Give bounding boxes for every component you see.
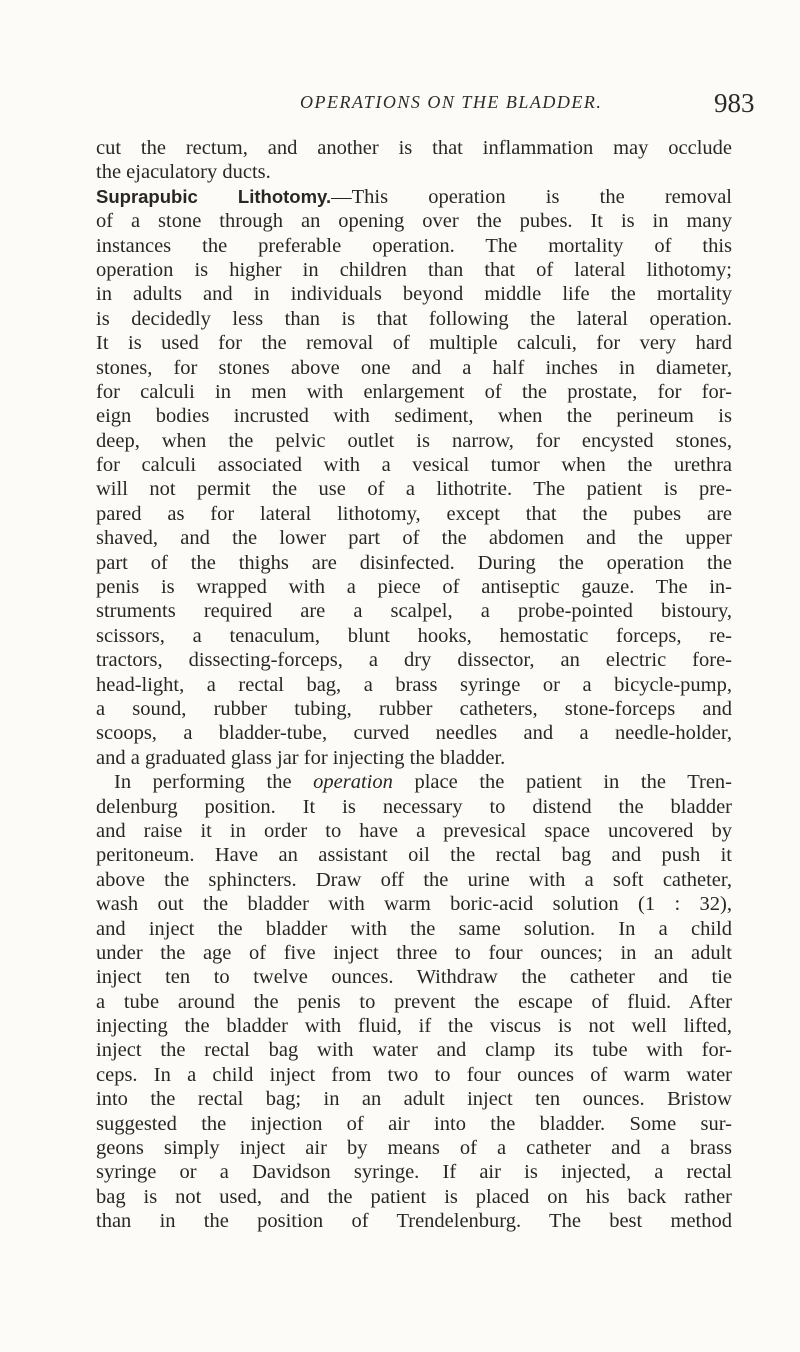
line-text: ceps. In a child inject from two to four ounces of warm water [96,1063,732,1086]
line-text: and inject the bladder with the same solution. In a child [96,917,732,940]
text-line [96,819,732,843]
emphasis-text: operation [313,771,393,794]
text-line [96,551,732,575]
text-line [96,624,732,648]
line-text: than in the position of Trendelenburg. The best method [96,1210,732,1233]
text-line [96,1209,732,1233]
text-line [96,1038,732,1062]
text-line [96,209,732,233]
text-line [96,673,732,697]
line-text: stones, for stones above one and a half inches in diameter, [96,356,732,379]
text-line [96,429,732,453]
line-text: eign bodies incrusted with sediment, when the perineum is [96,405,732,428]
line-text: and a graduated glass jar for injecting the bladder. [96,746,506,769]
line-text: and raise it in order to have a prevesical space uncovered by [96,819,732,842]
line-text: for calculi associated with a vesical tumor when the urethra [96,454,732,477]
text-line [96,356,732,380]
text-line [96,868,732,892]
line-text: struments required are a scalpel, a probe-pointed bistoury, [96,600,732,623]
line-text: operation is higher in children than that of lateral lithotomy; [96,258,732,281]
running-title: OPERATIONS ON THE BLADDER. [300,92,603,112]
line-text: into the rectal bag; in an adult inject ten ounces. Bristow [96,1088,732,1111]
line-text: the ejaculatory ducts. [96,161,271,184]
text-line [96,502,732,526]
text-line [96,185,732,209]
text-line [96,795,732,819]
line-text: cut the rectum, and another is that inflammation may occlude [96,137,732,159]
line-text: It is used for the removal of multiple calculi, for very hard [96,332,732,355]
line-text: deep, when the pelvic outlet is narrow, for encysted stones, [96,429,732,452]
text-line [96,648,732,672]
text-line [96,892,732,916]
line-text: will not permit the use of a lithotrite. The patient is pre- [96,478,732,501]
line-text: place the patient in the Tren- [392,771,732,794]
line-text: instances the preferable operation. The mortality of this [96,234,732,257]
text-line [96,160,732,184]
text-line [96,1160,732,1184]
text-line [96,575,732,599]
text-line [96,307,732,331]
line-text: a tube around the penis to prevent the escape of fluid. After [96,990,732,1013]
line-text: part of the thighs are disinfected. During the operation the [96,551,732,574]
text-line [96,965,732,989]
line-text: injecting the bladder with fluid, if the viscus is not well lifted, [96,1015,732,1038]
line-text: suggested the injection of air into the bladder. Some sur- [96,1112,732,1135]
line-text: peritoneum. Have an assistant oil the rectal bag and push it [96,844,732,867]
text-line [96,136,732,160]
text-line [96,526,732,550]
line-text: geons simply inject air by means of a catheter and a brass [96,1137,732,1160]
line-text: scissors, a tenaculum, blunt hooks, hemostatic forceps, re- [96,624,732,647]
line-text: head-light, a rectal bag, a brass syringe or a bicycle-pump, [96,673,732,696]
line-text: a sound, rubber tubing, rubber catheters, stone-forceps and [96,697,732,720]
text-line [96,282,732,306]
body-text [96,136,732,1234]
text-line [96,1136,732,1160]
line-text: in adults and in individuals beyond middle life the mortality [96,283,732,306]
text-line [96,380,732,404]
text-line [96,746,732,770]
text-line [96,721,732,745]
line-text: under the age of five inject three to four ounces; in an adult [96,941,732,964]
line-text: above the sphincters. Draw off the urine with a soft catheter, [96,868,732,891]
text-line [96,331,732,355]
text-line [96,1087,732,1111]
text-line [96,599,732,623]
text-line [96,697,732,721]
line-text: penis is wrapped with a piece of antiseptic gauze. The in- [96,576,732,599]
line-text: scoops, a bladder-tube, curved needles and a needle-holder, [96,722,732,745]
text-line [96,1063,732,1087]
line-text: syringe or a Davidson syringe. If air is injected, a rectal [96,1161,732,1184]
text-line [96,1014,732,1038]
line-text: shaved, and the lower part of the abdomen and the upper [96,527,732,550]
text-line [96,234,732,258]
page-number: 983 [714,88,755,118]
line-text: of a stone through an opening over the pubes. It is in many [96,210,732,233]
line-text: inject ten to twelve ounces. Withdraw the catheter and tie [96,966,732,989]
line-text: bag is not used, and the patient is placed on his back rather [96,1185,732,1208]
text-line [96,453,732,477]
running-head [0,88,800,128]
text-line [96,990,732,1014]
line-text: pared as for lateral lithotomy, except that the pubes are [96,502,732,525]
text-line [96,917,732,941]
line-text: tractors, dissecting-forceps, a dry dissector, an electric fore- [96,649,732,672]
text-line [96,843,732,867]
section-heading: Suprapubic Lithotomy. [96,185,332,207]
text-line [96,477,732,501]
line-text: wash out the bladder with warm boric-acid solution (1 : 32), [96,893,732,916]
text-line [96,258,732,282]
line-text: for calculi in men with enlargement of the prostate, for for- [96,380,732,403]
line-text: is decidedly less than is that following the lateral operation. [96,307,732,330]
text-line [96,1112,732,1136]
line-text: In performing the [114,771,314,794]
text-line [96,770,732,794]
line-text: —This operation is the removal [331,185,732,208]
text-line [96,941,732,965]
text-line [96,404,732,428]
line-text: delenburg position. It is necessary to distend the bladder [96,795,732,818]
line-text: inject the rectal bag with water and clamp its tube with for- [96,1039,732,1062]
text-line [96,1185,732,1209]
